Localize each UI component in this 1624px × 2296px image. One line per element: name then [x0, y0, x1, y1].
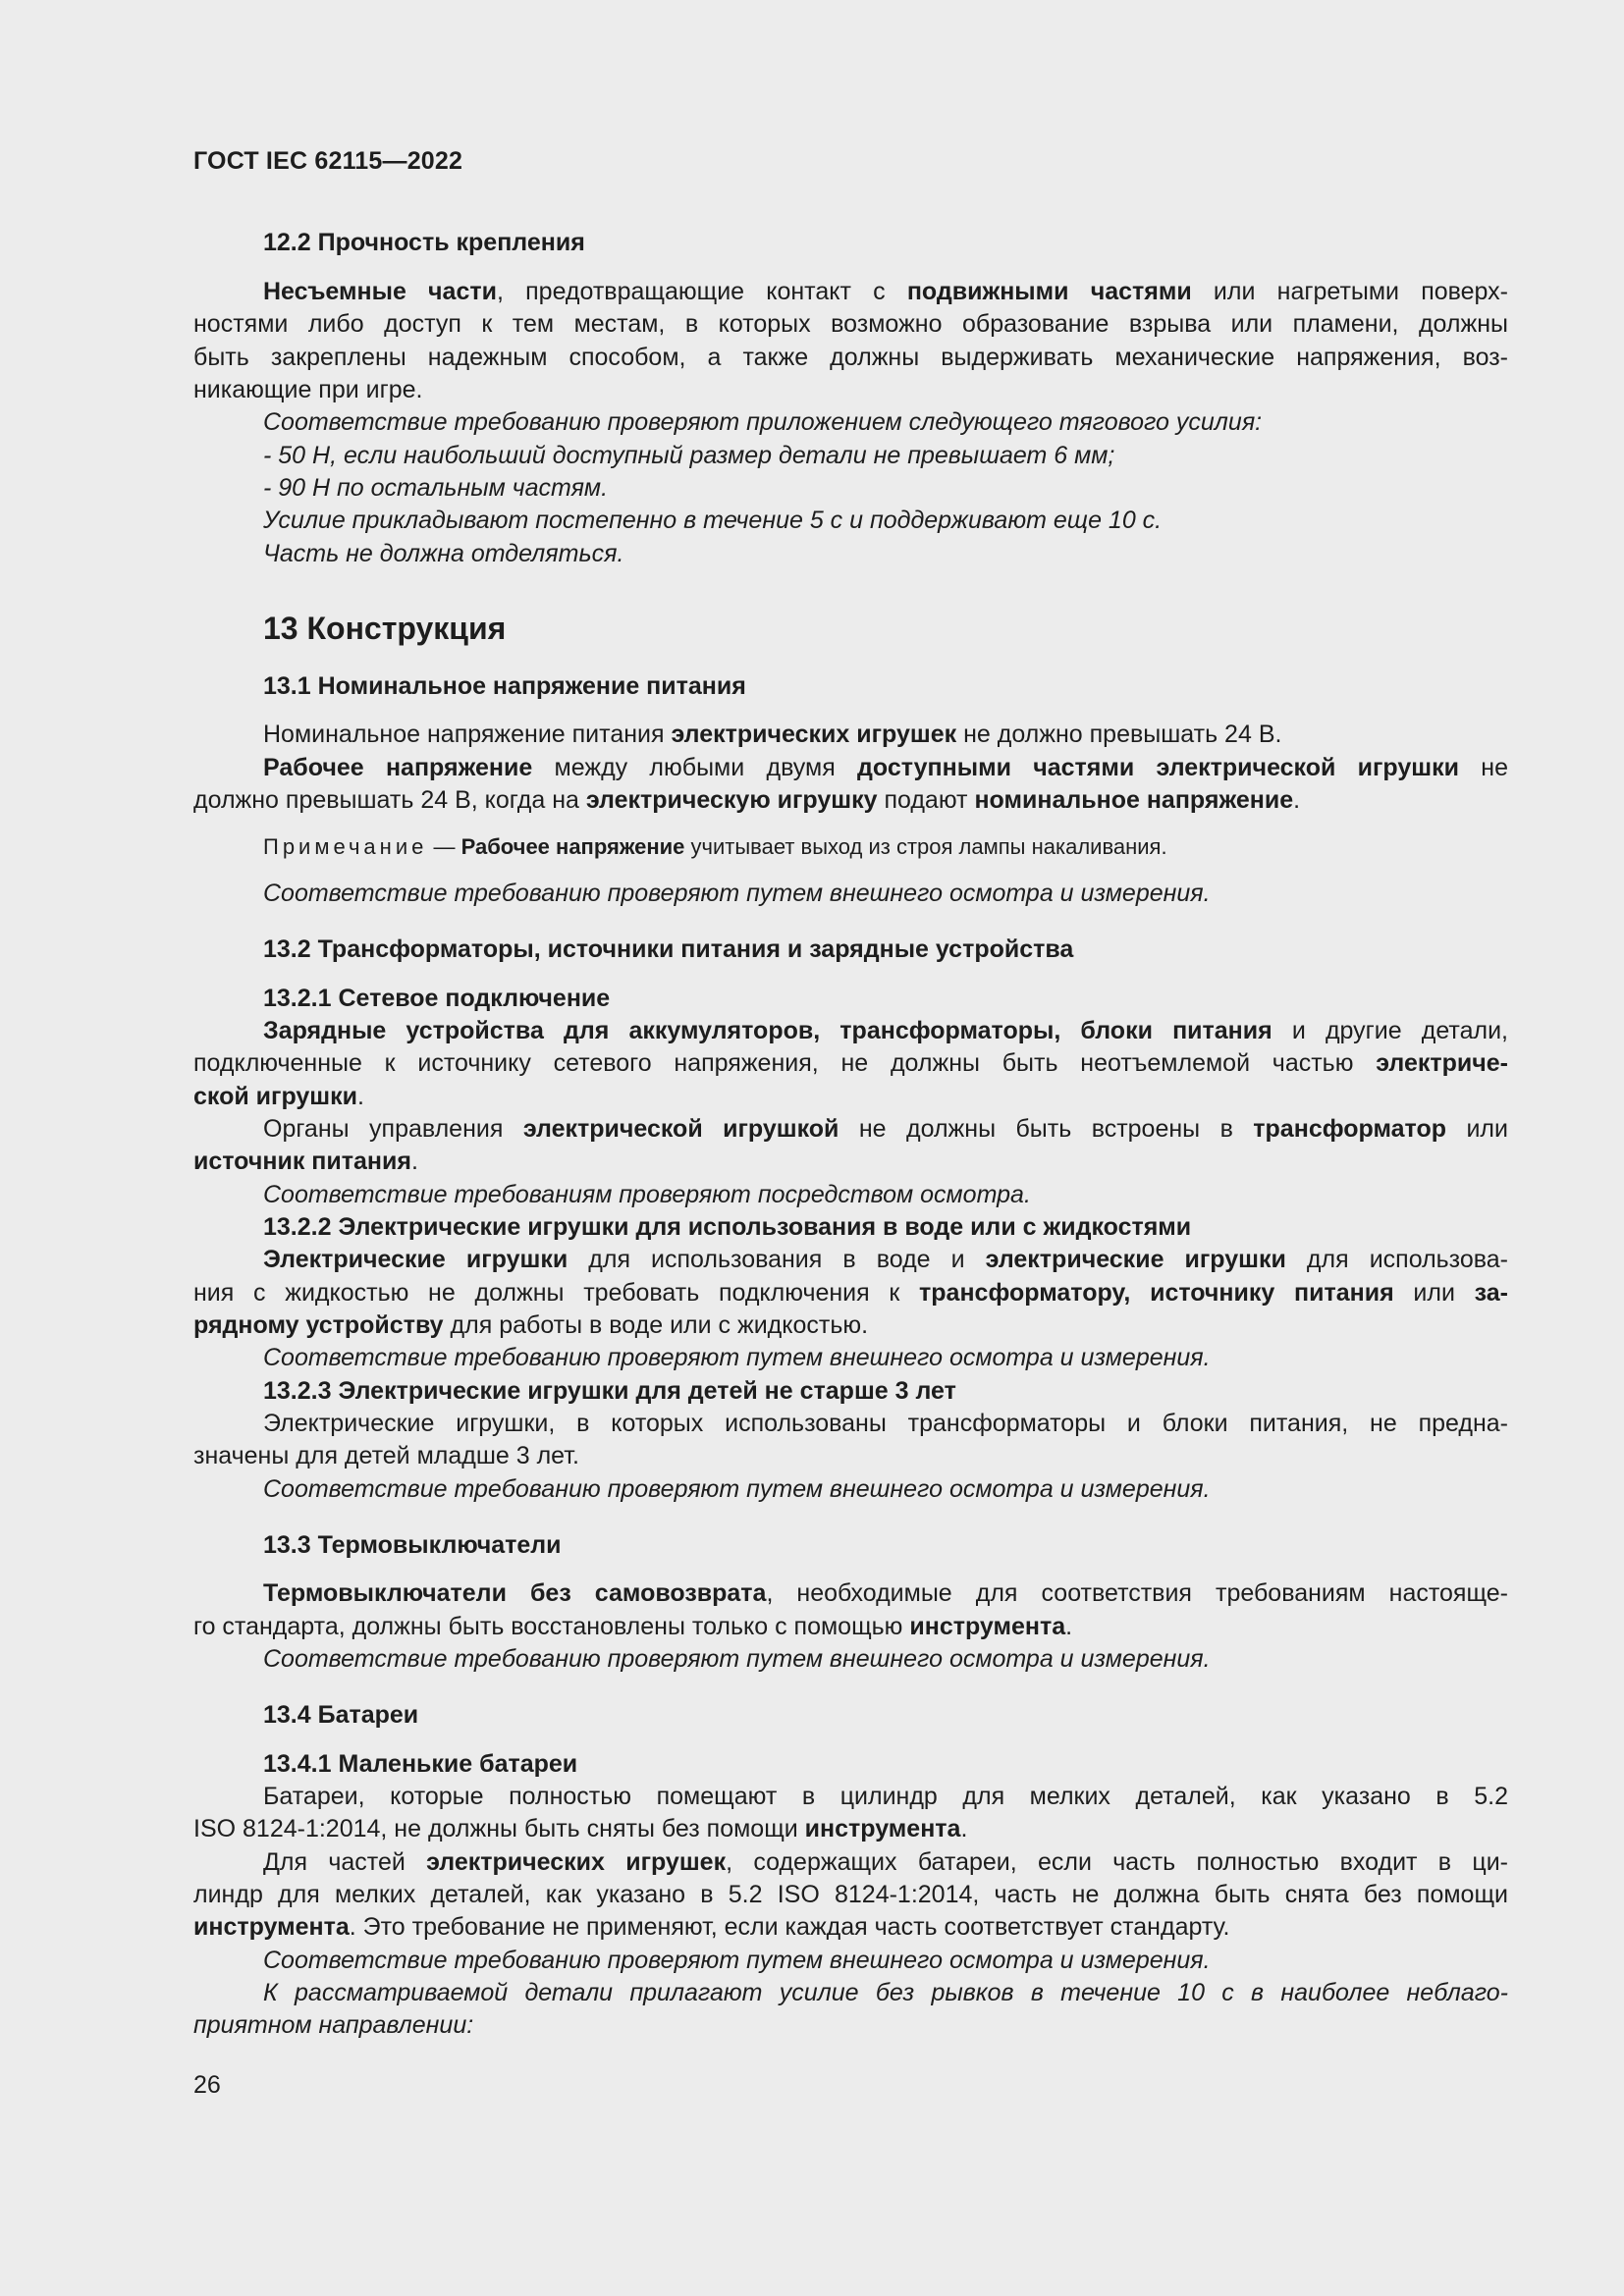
paragraph-line: Термовыключатели без самовозврата, необходимые для соответствия требованиям настояще-: [263, 1579, 1508, 1607]
list-item: - 90 Н по остальным частям.: [263, 474, 609, 502]
paragraph-line: Несъемные части, предотвращающие контакт с подвижными частями или нагретыми поверх-: [263, 278, 1509, 305]
compliance-check-text: Соответствие требованию проверяют путем внешнего осмотра и измерения.: [263, 1475, 1211, 1503]
section-heading-13-2-1: 13.2.1 Сетевое подключение: [263, 985, 611, 1012]
compliance-check-text: Соответствие требованиям проверяют посредством осмотра.: [263, 1181, 1031, 1208]
paragraph-line: источник питания.: [193, 1148, 418, 1175]
paragraph-line: Батареи, которые полностью помещают в цилиндр для мелких деталей, как указано в 5.2: [263, 1783, 1508, 1810]
defined-term: инструмента: [804, 1815, 961, 1842]
defined-term: Зарядные устройства для аккумуляторов, трансформаторы, блоки питания: [263, 1017, 1272, 1044]
paragraph-line: Электрические игрушки для использования в воде и электрические игрушки для использова-: [263, 1246, 1508, 1273]
defined-term: Термовыключатели без самовозврата: [263, 1579, 767, 1607]
defined-term: электрических игрушек: [671, 721, 957, 748]
section-heading-13-2-3: 13.2.3 Электрические игрушки для детей не старше 3 лет: [263, 1377, 956, 1405]
defined-term: ской игрушки: [193, 1083, 358, 1110]
paragraph-line: Органы управления электрической игрушкой не должны быть встроены в трансформатор или: [263, 1115, 1508, 1143]
defined-term: номинальное напряжение: [974, 786, 1294, 814]
paragraph-line: подключенные к источнику сетевого напряжения, не должны быть неотъемлемой частью электриче-: [193, 1049, 1508, 1077]
section-heading-12-2: 12.2 Прочность крепления: [263, 229, 585, 256]
test-result-text: Часть не должна отделяться.: [263, 540, 624, 567]
paragraph-line: ностями либо доступ к тем местам, в которых возможно образование взрыва или пламени, должны: [193, 310, 1508, 338]
defined-term: электриче-: [1376, 1049, 1508, 1077]
section-heading-13: 13 Конструкция: [263, 611, 507, 646]
note-label: Примечание: [263, 834, 428, 859]
paragraph-line: ния с жидкостью не должны требовать подключения к трансформатору, источнику питания или за-: [193, 1279, 1508, 1307]
defined-term: трансформатору, источнику питания: [919, 1279, 1394, 1307]
section-heading-13-2-2: 13.2.2 Электрические игрушки для использования в воде или с жидкостями: [263, 1213, 1192, 1241]
compliance-check-text: Соответствие требованию проверяют путем внешнего осмотра и измерения.: [263, 1645, 1211, 1673]
paragraph-line: линдр для мелких деталей, как указано в 5.2 ISO 8124-1:2014, часть не должна быть снята без помощи: [193, 1881, 1508, 1908]
paragraph-line: рядному устройству для работы в воде или с жидкостью.: [193, 1311, 869, 1339]
section-heading-13-4-1: 13.4.1 Маленькие батареи: [263, 1750, 578, 1778]
defined-term: трансформатор: [1253, 1115, 1447, 1143]
defined-term: Электрические игрушки: [263, 1246, 568, 1273]
defined-term: электрическую игрушку: [585, 786, 878, 814]
section-heading-13-1: 13.1 Номинальное напряжение питания: [263, 672, 746, 700]
paragraph-line: Рабочее напряжение между любыми двумя доступными частями электрической игрушки не: [263, 754, 1508, 781]
paragraph-line: быть закреплены надежным способом, а также должны выдерживать механические напряжения, воз-: [193, 344, 1508, 371]
section-heading-13-2: 13.2 Трансформаторы, источники питания и зарядные устройства: [263, 935, 1074, 963]
paragraph-line: Зарядные устройства для аккумуляторов, трансформаторы, блоки питания и другие детали,: [263, 1017, 1508, 1044]
defined-term: доступными частями электрической игрушки: [857, 754, 1459, 781]
defined-term: рядному устройству: [193, 1311, 444, 1339]
defined-term: инструмента: [909, 1613, 1066, 1640]
note-text: — Рабочее напряжение учитывает выход из строя лампы накаливания.: [427, 834, 1167, 859]
section-heading-13-4: 13.4 Батареи: [263, 1701, 419, 1729]
defined-term: Рабочее напряжение: [263, 754, 533, 781]
paragraph-line: Номинальное напряжение питания электрических игрушек не должно превышать 24 В.: [263, 721, 1282, 748]
list-item: - 50 Н, если наибольший доступный размер детали не превышает 6 мм;: [263, 442, 1115, 469]
test-procedure-text: Усилие прикладывают постепенно в течение 5 с и поддерживают еще 10 с.: [263, 507, 1163, 534]
compliance-check-text: Соответствие требованию проверяют путем внешнего осмотра и измерения.: [263, 1947, 1211, 1974]
defined-term: за-: [1474, 1279, 1508, 1307]
defined-term: электрические игрушки: [985, 1246, 1286, 1273]
defined-term: электрической игрушкой: [522, 1115, 839, 1143]
paragraph-line: значены для детей младше 3 лет.: [193, 1442, 579, 1469]
defined-term: подвижными частями: [906, 278, 1192, 305]
defined-term: источник питания: [193, 1148, 411, 1175]
test-procedure-text: приятном направлении:: [193, 2011, 474, 2039]
defined-term: Рабочее напряжение: [460, 834, 685, 859]
paragraph-line: инструмента. Это требование не применяют, если каждая часть соответствует стандарту.: [193, 1913, 1230, 1941]
paragraph-line: ISO 8124-1:2014, не должны быть сняты без помощи инструмента.: [193, 1815, 968, 1842]
paragraph-line: Для частей электрических игрушек, содержащих батареи, если часть полностью входит в ци-: [263, 1848, 1508, 1876]
paragraph-line: должно превышать 24 В, когда на электрическую игрушку подают номинальное напряжение.: [193, 786, 1301, 814]
defined-term: инструмента: [193, 1913, 350, 1941]
compliance-check-text: Соответствие требованию проверяют приложением следующего тягового усилия:: [263, 408, 1263, 436]
defined-term: Несъемные части: [263, 278, 497, 305]
compliance-check-text: Соответствие требованию проверяют путем внешнего осмотра и измерения.: [263, 1344, 1211, 1371]
paragraph-line: Электрические игрушки, в которых использованы трансформаторы и блоки питания, не предна-: [263, 1410, 1508, 1437]
compliance-check-text: Соответствие требованию проверяют путем внешнего осмотра и измерения.: [263, 880, 1211, 907]
section-heading-13-3: 13.3 Термовыключатели: [263, 1531, 562, 1559]
page-number: 26: [193, 2071, 221, 2099]
paragraph-line: го стандарта, должны быть восстановлены только с помощью инструмента.: [193, 1613, 1073, 1640]
paragraph-line: никающие при игре.: [193, 376, 423, 403]
note: [263, 830, 1508, 864]
document-header-id: ГОСТ IEC 62115—2022: [193, 147, 463, 175]
paragraph-line: ской игрушки.: [193, 1083, 364, 1110]
defined-term: электрических игрушек: [426, 1848, 727, 1876]
test-procedure-text: К рассматриваемой детали прилагают усилие без рывков в течение 10 с в наиболее неблаго-: [263, 1979, 1508, 2006]
